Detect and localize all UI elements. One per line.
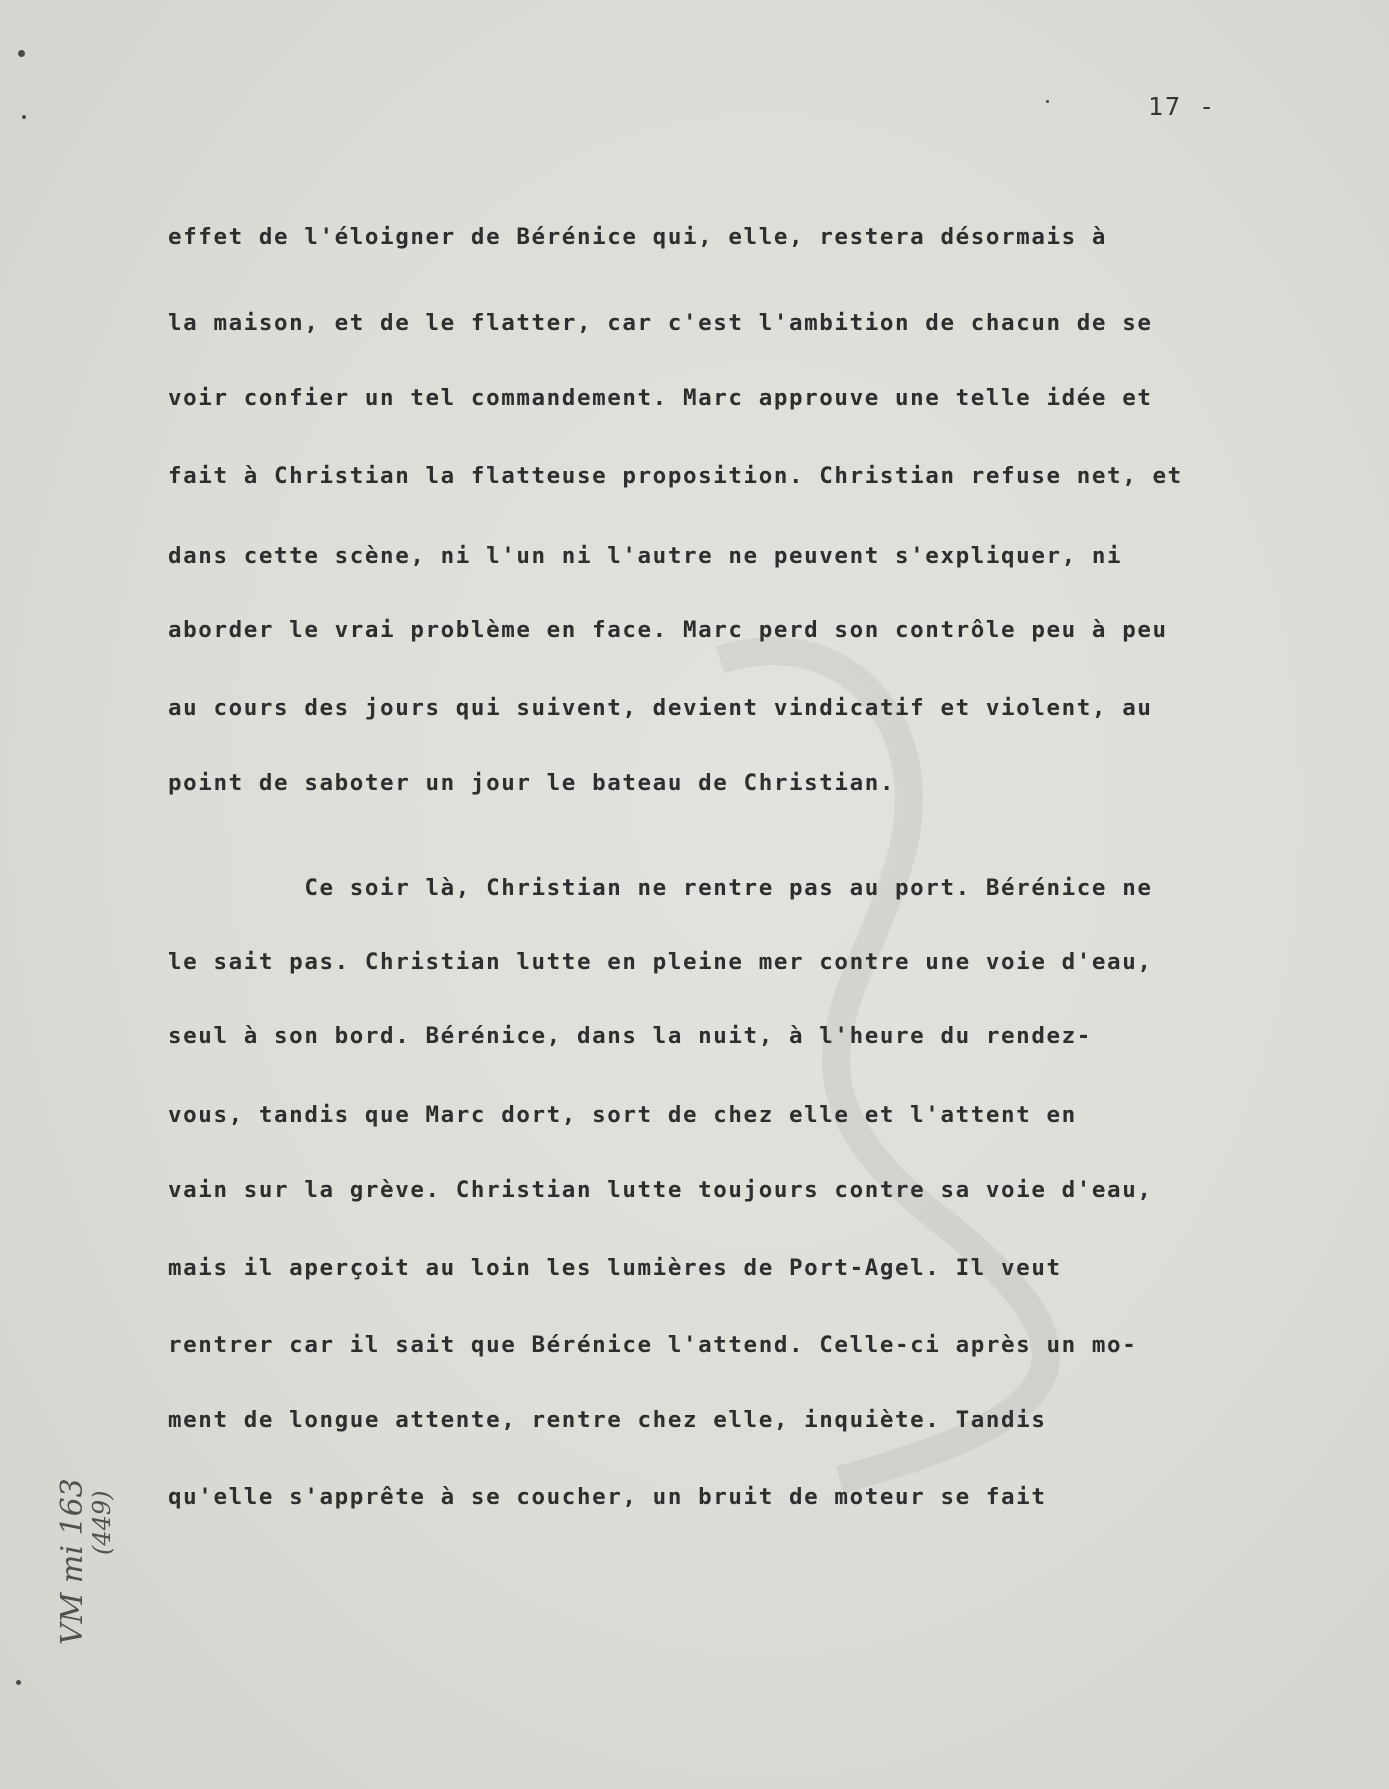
text-line: rentrer car il sait que Bérénice l'attend. Celle-ci après un mo- [168,1332,1138,1358]
text-line: mais il aperçoit au loin les lumières de Port-Agel. Il veut [168,1255,1062,1281]
bleed-through-shadow [640,600,1240,1500]
margin-dot [16,1680,21,1685]
text-line: la maison, et de le flatter, car c'est l'ambition de chacun de se [168,310,1153,336]
text-line: qu'elle s'apprête à se coucher, un bruit de moteur se fait [168,1484,1047,1510]
text-line: voir confier un tel commandement. Marc approuve une telle idée et [168,385,1153,411]
text-line: dans cette scène, ni l'un ni l'autre ne peuvent s'expliquer, ni [168,543,1123,569]
text-line: ment de longue attente, rentre chez elle, inquiète. Tandis [168,1407,1047,1433]
text-line: seul à son bord. Bérénice, dans la nuit, à l'heure du rendez- [168,1023,1092,1049]
margin-dot [18,50,25,57]
margin-dot [1046,100,1049,103]
text-line: aborder le vrai problème en face. Marc perd son contrôle peu à peu [168,617,1168,643]
text-line: point de saboter un jour le bateau de Christian. [168,770,896,796]
text-line: fait à Christian la flatteuse proposition. Christian refuse net, et [168,463,1183,489]
archive-shelfmark [55,1405,118,1645]
text-line: vous, tandis que Marc dort, sort de chez elle et l'attent en [168,1102,1077,1128]
archive-shelfmark-line1: VM mi 163 [55,1478,90,1645]
text-line: Ce soir là, Christian ne rentre pas au port. Bérénice ne [168,875,1153,901]
text-line: au cours des jours qui suivent, devient vindicatif et violent, au [168,695,1153,721]
margin-dot [22,115,26,119]
page-number: 17 - [1148,92,1217,121]
text-line: effet de l'éloigner de Bérénice qui, elle, restera désormais à [168,224,1108,250]
text-line: le sait pas. Christian lutte en pleine mer contre une voie d'eau, [168,949,1153,975]
archive-shelfmark-line2: (449) [88,1490,116,1555]
text-line: vain sur la grève. Christian lutte toujours contre sa voie d'eau, [168,1177,1153,1203]
